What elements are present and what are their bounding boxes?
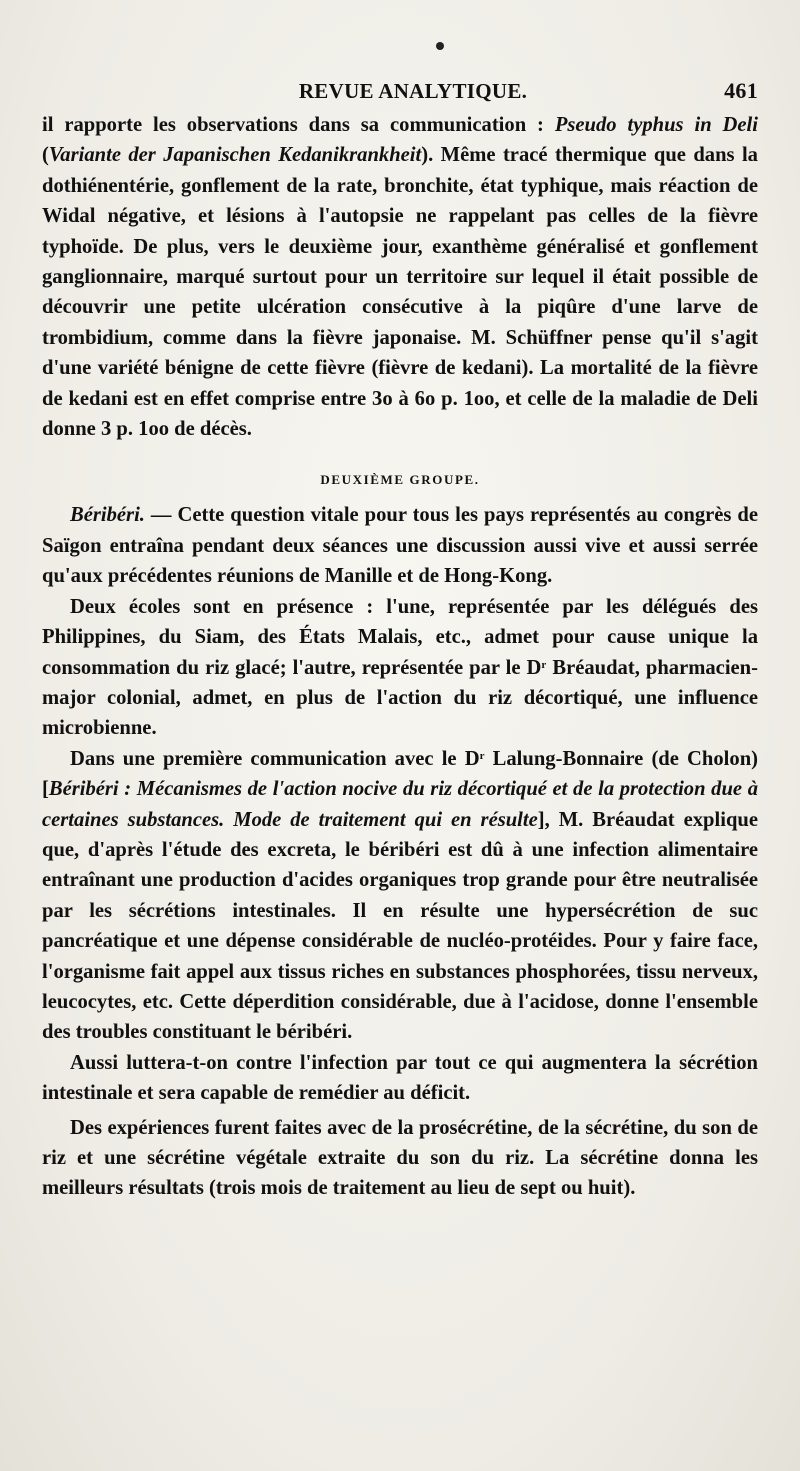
running-title: REVUE ANALYTIQUE. [298, 79, 528, 103]
superscript: r [541, 658, 547, 671]
communication-title: Pseudo typhus in Deli [554, 114, 758, 136]
text-segment: ( [42, 144, 49, 167]
superscript: r [479, 749, 485, 762]
communication-title: Béribéri : Mécanismes de l'action nocive du riz décortiqué et de la protection due à certaines substances. Mode de traitement qui en résulte [42, 778, 758, 831]
text-segment: Aussi luttera-t-on contre l'infection par tout ce qui augmentera la sécrétion intestinale et sera capable de remédier au déficit. [42, 1051, 758, 1105]
text-segment: Lalung-Bonnaire (de Cholon) [ [42, 747, 758, 801]
paragraph-continued [42, 110, 758, 444]
paragraph-treatment [42, 1048, 758, 1109]
paragraph-experiments [42, 1113, 758, 1204]
paragraph-lead: Béribéri. [70, 504, 145, 527]
page-number: 461 [724, 78, 758, 103]
text-segment: — Cette question vitale pour tous les pays représentés au congrès de Saïgon entraîna pendant deux séances une discussion aussi vive et aussi serrée qu'aux précédentes réunions de Manille et de Hong-Kong. [42, 504, 758, 588]
text-segment: il rapporte les observations dans sa communication : [42, 114, 555, 136]
paragraph-beriberi-intro [42, 500, 758, 591]
text-segment: Bréaudat, pharmacien-major colonial, admet, en plus de l'action du riz décortiqué, une influence microbienne. [42, 656, 758, 740]
ink-mark [436, 42, 444, 50]
text-segment: Des expériences furent faites avec de la prosécrétine, de la sécrétine, du son de riz et une sécrétine végétale extraite du son du riz. La sécrétine donna les meilleurs résultats (trois mois de traitement au lieu de sept ou huit). [42, 1116, 758, 1200]
text-segment: Deux écoles sont en présence : l'une, représentée par les délégués des Philippines, du Siam, des États Malais, etc., admet pour cause unique la consommation du riz glacé; l'autre, représentée par le D [42, 595, 758, 679]
paragraph-breaudat [42, 744, 758, 1048]
section-heading: DEUXIÈME GROUPE. [320, 472, 480, 488]
text-segment: Dans une première communication avec le D [70, 747, 480, 770]
text-segment: ], M. Bréaudat explique que, d'après l'étude des excreta, le béribéri est dû à une infection alimentaire entraînant une production d'acides organiques trop grande pour être neutralisée par les sécrétions intestinales. Il en résulte une hypersécrétion de suc pancréatique et une dépense considérable de nucléo-protéides. Pour y faire face, l'organisme fait appel aux tissus riches en substances phosphorées, tissu nerveux, leucocytes, etc. Cette déperdition considérable, due à l'acidose, donne l'ensemble des troubles constituant le béribéri. [42, 808, 758, 1044]
paragraph-two-schools [42, 592, 758, 744]
page-header [42, 78, 758, 104]
text-segment: ). Même tracé thermique que dans la dothiénentérie, gonflement de la rate, bronchite, état typhique, mais réaction de Widal négative, et lésions à l'autopsie ne rappelant pas celles de la fièvre typhoïde. De plus, vers le deuxième jour, exanthème généralisé et gonflement ganglionnaire, marqué surtout pour un territoire sur lequel il était possible de découvrir une petite ulcération consécutive à la piqûre d'une larve de trombidium, comme dans la fièvre japonaise. M. Schüffner pense qu'il s'agit d'une variété bénigne de cette fièvre (fièvre de kedani). La mortalité de la fièvre de kedani est en effet comprise entre 3o à 6o p. 1oo, et celle de la maladie de Deli donne 3 p. 1oo de décès. [42, 144, 758, 441]
communication-subtitle: Variante der Japanischen Kedanikrankheit [48, 144, 422, 167]
